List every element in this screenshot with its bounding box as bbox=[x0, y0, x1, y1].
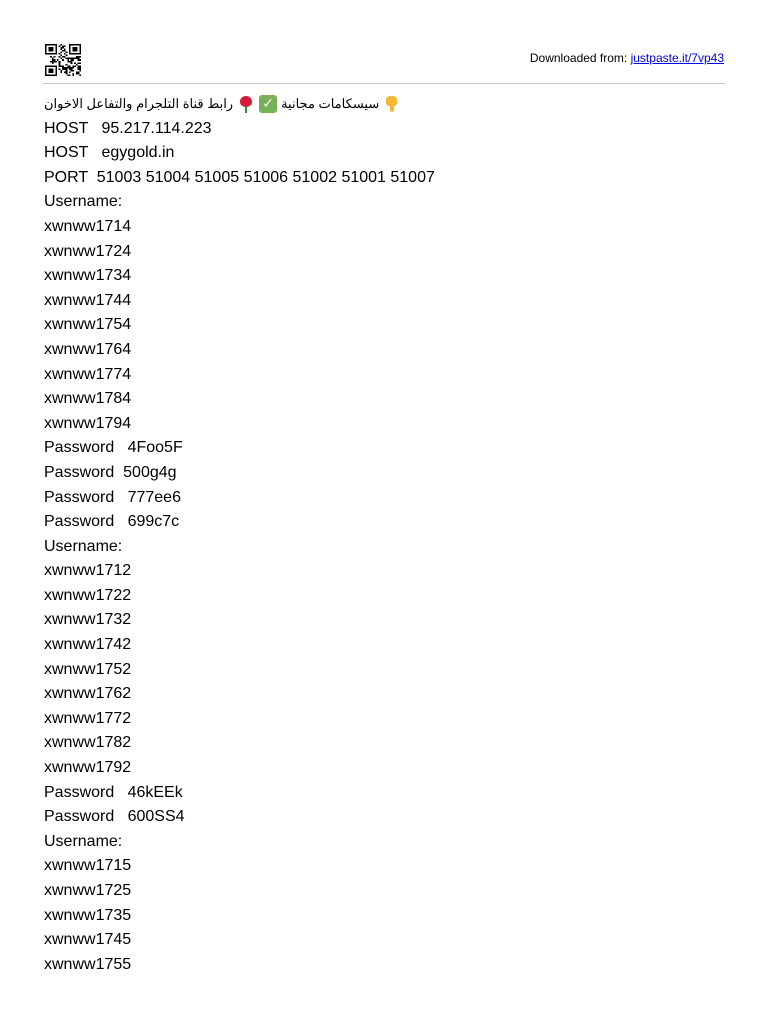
content-line: xwnww1744 bbox=[44, 291, 132, 309]
qr-code-icon bbox=[45, 44, 81, 76]
download-source bbox=[530, 51, 724, 65]
content-line: xwnww1764 bbox=[44, 340, 132, 358]
content-line: Password 600SS4 bbox=[44, 808, 185, 826]
content-line: xwnww1762 bbox=[44, 685, 132, 703]
content-line: HOST 95.217.114.223 bbox=[44, 119, 212, 137]
content-line: xwnww1782 bbox=[44, 734, 132, 752]
content-line: Username: bbox=[44, 193, 123, 211]
content-line: xwnww1752 bbox=[44, 660, 132, 678]
content-line: xwnww1725 bbox=[44, 882, 132, 899]
title-text-1: سيسكامات مجانية bbox=[281, 96, 380, 111]
content-line: xwnww1722 bbox=[44, 586, 132, 604]
content-line: PORT 51003 51004 51005 51006 51002 51001 51007 bbox=[44, 168, 435, 186]
content-line: Password 777ee6 bbox=[44, 488, 181, 506]
content-line: xwnww1734 bbox=[44, 267, 132, 285]
content-line: Password 500g4g bbox=[44, 463, 177, 481]
content-line: xwnww1724 bbox=[44, 242, 132, 260]
content-line: xwnww1742 bbox=[44, 636, 132, 654]
content-line: Username: bbox=[44, 537, 123, 555]
title-text-2: رابط قناة التلجرام والتفاعل الاخوان bbox=[44, 96, 234, 111]
content-line: xwnww1755 bbox=[44, 955, 132, 973]
downloaded-from-label: Downloaded from: bbox=[529, 51, 631, 65]
content-line: Password 46kEEk bbox=[44, 783, 183, 801]
content-line: xwnww1735 bbox=[44, 906, 132, 924]
check-mark-icon: ✓ bbox=[259, 95, 277, 113]
content-line: xwnww1794 bbox=[44, 414, 132, 432]
rose-icon bbox=[237, 95, 255, 113]
pointing-hand-icon bbox=[383, 95, 401, 113]
paste-content bbox=[44, 92, 724, 977]
content-line: xwnww1712 bbox=[44, 562, 132, 580]
content-line: xwnww1745 bbox=[44, 931, 132, 949]
content-line: xwnww1732 bbox=[44, 611, 132, 629]
content-line: xwnww1754 bbox=[44, 316, 132, 334]
content-line: xwnww1772 bbox=[44, 709, 132, 727]
content-line: Password 699c7c bbox=[44, 513, 180, 531]
content-line: xwnww1774 bbox=[44, 365, 132, 383]
content-line: xwnww1715 bbox=[44, 857, 132, 875]
header-divider bbox=[43, 83, 725, 84]
content-line: Password 4Foo5F bbox=[44, 439, 183, 457]
title-line bbox=[44, 92, 724, 117]
content-line: xwnww1714 bbox=[44, 217, 132, 235]
content-line: xwnww1792 bbox=[44, 759, 132, 777]
content-line: Username: bbox=[44, 832, 123, 850]
content-line: xwnww1784 bbox=[44, 390, 132, 408]
source-link[interactable]: justpaste.it/7vp43 bbox=[630, 51, 724, 65]
content-line: HOST egygold.in bbox=[44, 144, 175, 162]
